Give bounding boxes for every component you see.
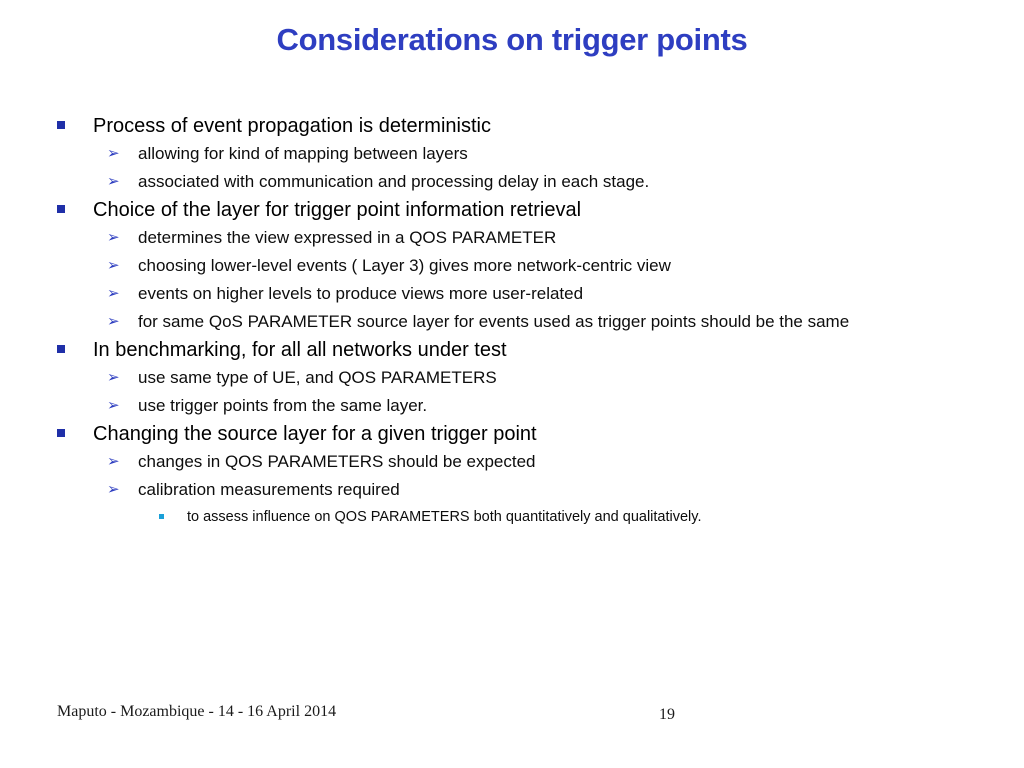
arrow-bullet-icon: ➢ [107, 481, 120, 498]
sub-bullet-item [0, 308, 1024, 336]
sub-bullet-item [0, 392, 1024, 420]
small-square-bullet-icon [159, 514, 164, 519]
sub-sub-bullet-item [0, 504, 1024, 530]
bullet-text: In benchmarking, for all all networks under test [93, 339, 507, 361]
arrow-bullet-icon: ➢ [107, 453, 120, 470]
slide-title: Considerations on trigger points [276, 22, 748, 57]
bullet-text: Choice of the layer for trigger point information retrieval [93, 199, 582, 221]
arrow-bullet-icon: ➢ [107, 257, 120, 274]
sub-bullet-text: determines the view expressed in a QOS PARAMETER [138, 228, 557, 247]
bullet-text: Changing the source layer for a given trigger point [93, 423, 537, 445]
sub-bullet-text: choosing lower-level events ( Layer 3) gives more network-centric view [138, 256, 671, 275]
bullet-text: Process of event propagation is deterministic [93, 115, 491, 137]
sub-bullet-text: use same type of UE, and QOS PARAMETERS [138, 368, 497, 387]
sub-bullet-item [0, 476, 1024, 504]
arrow-bullet-icon: ➢ [107, 313, 120, 330]
sub-bullet-item [0, 168, 1024, 196]
arrow-bullet-icon: ➢ [107, 229, 120, 246]
sub-bullet-text: calibration measurements required [138, 480, 400, 499]
sub-bullet-text: allowing for kind of mapping between layers [138, 144, 468, 163]
sub-bullet-item [0, 280, 1024, 308]
arrow-bullet-icon: ➢ [107, 285, 120, 302]
square-bullet-icon [57, 205, 65, 213]
bullet-list [0, 112, 1024, 530]
sub-bullet-item [0, 364, 1024, 392]
sub-bullet-item [0, 448, 1024, 476]
sub-bullet-text: changes in QOS PARAMETERS should be expected [138, 452, 536, 471]
bullet-item [0, 112, 1024, 140]
footer-location-date: Maputo - Mozambique - 14 - 16 April 2014 [57, 703, 337, 720]
sub-bullet-text: for same QoS PARAMETER source layer for events used as trigger points should be the same [138, 312, 850, 331]
bullet-item [0, 420, 1024, 448]
sub-bullet-item [0, 140, 1024, 168]
arrow-bullet-icon: ➢ [107, 145, 120, 162]
bullet-item [0, 336, 1024, 364]
arrow-bullet-icon: ➢ [107, 173, 120, 190]
sub-bullet-text: associated with communication and processing delay in each stage. [138, 172, 650, 191]
square-bullet-icon [57, 345, 65, 353]
square-bullet-icon [57, 121, 65, 129]
page-number: 19 [659, 706, 675, 723]
arrow-bullet-icon: ➢ [107, 397, 120, 414]
sub-bullet-item [0, 224, 1024, 252]
sub-bullet-text: use trigger points from the same layer. [138, 396, 428, 415]
sub-bullet-item [0, 252, 1024, 280]
sub-sub-bullet-text: to assess influence on QOS PARAMETERS both quantitatively and qualitatively. [187, 509, 702, 525]
arrow-bullet-icon: ➢ [107, 369, 120, 386]
bullet-item [0, 196, 1024, 224]
square-bullet-icon [57, 429, 65, 437]
sub-bullet-text: events on higher levels to produce views more user-related [138, 284, 584, 303]
